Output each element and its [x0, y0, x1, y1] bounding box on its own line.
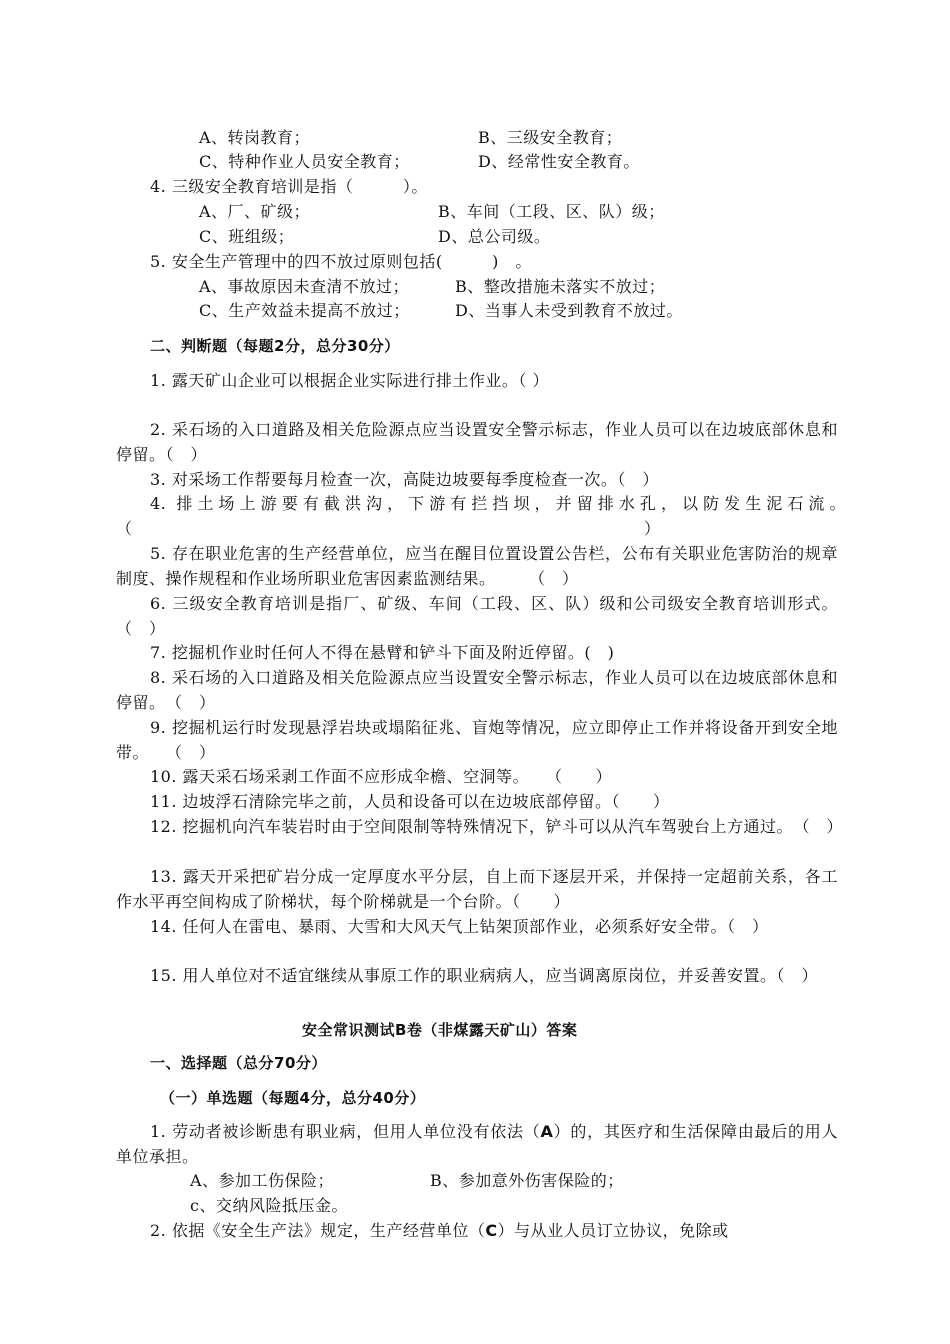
answer-q1-option-a: A、参加工伤保险； [190, 1171, 335, 1190]
judge-item-13: 13. 露天开采把矿岩分成一定厚度水平分层，自上而下逐层开采，并保持一定超前关系，各工作水平再空间构成了阶梯状，每个阶梯就是一个台阶。（ ） [116, 867, 838, 911]
answer-q1-choice: A [540, 1122, 554, 1141]
judge-item-4: 4. 排土场上游要有截洪沟，下游有拦挡坝，并留排水孔，以防发生泥石流。 （ ） [116, 494, 872, 538]
judge-item-11: 11. 边坡浮石清除完毕之前，人员和设备可以在边坡底部停留。（ ） [150, 792, 670, 811]
answer-q1-stem: 1. 劳动者被诊断患有职业病，但用人单位没有依法（A）的，其医疗和生活保障由最后的用人单位承担。 [116, 1122, 838, 1166]
judge-item-10: 10. 露天采石场采剥工作面不应形成伞檐、空洞等。 （ ） [150, 767, 613, 786]
answers-title: 安全常识测试B卷（非煤露天矿山）答案 [302, 1021, 578, 1039]
q4-option-d: D、总公司级。 [438, 227, 551, 246]
q5-option-a: A、事故原因未查清不放过； [199, 277, 410, 296]
judge-item-7: 7. 挖掘机作业时任何人不得在悬臂和铲斗下面及附近停留。( ) [150, 643, 615, 662]
q3-option-d: D、经常性安全教育。 [478, 152, 640, 171]
judge-item-1: 1. 露天矿山企业可以根据企业实际进行排土作业。（ ） [150, 371, 549, 390]
q5-stem: 5. 安全生产管理中的四不放过原则包括( ) 。 [150, 252, 532, 271]
answer-q1-option-b: B、参加意外伤害保险的； [430, 1171, 624, 1190]
judge-item-6: 6. 三级安全教育培训是指厂、矿级、车间（工段、区、队）级和公司级安全教育培训形式。（ ） [116, 594, 838, 638]
judge-item-14: 14. 任何人在雷电、暴雨、大雪和大风天气上钻架顶部作业，必须系好安全带。（ ） [150, 917, 769, 936]
q4-option-a: A、厂、矿级； [199, 202, 311, 221]
q3-option-c: C、特种作业人员安全教育； [199, 152, 410, 171]
judge-item-8: 8. 采石场的入口道路及相关危险源点应当设置安全警示标志，作业人员可以在边坡底部休息和停留。 （ ） [116, 668, 838, 712]
q5-option-b: B、整改措施未落实不放过； [455, 277, 666, 296]
judge-item-3: 3. 对采场工作帮要每月检查一次，高陡边坡要每季度检查一次。（ ） [150, 470, 659, 489]
q4-stem: 4. 三级安全教育培训是指（ ）。 [150, 177, 428, 196]
judge-item-5: 5. 存在职业危害的生产经营单位，应当在醒目位置设置公告栏，公布有关职业危害防治的规章制度、操作规程和作业场所职业危害因素监测结果。 （ ） [116, 544, 838, 588]
answers-section-1: 一、选择题（总分70分） [150, 1054, 327, 1072]
judge-section-heading: 二、判断题（每题2分，总分30分） [150, 337, 400, 355]
answers-section-1a: （一）单选题（每题4分，总分40分） [160, 1089, 426, 1107]
q3-option-b: B、三级安全教育； [478, 128, 623, 147]
q3-option-a: A、转岗教育； [199, 128, 311, 147]
judge-item-2: 2. 采石场的入口道路及相关危险源点应当设置安全警示标志，作业人员可以在边坡底部休息和停留。（ ） [116, 420, 838, 464]
q5-option-d: D、当事人未受到教育不放过。 [455, 301, 683, 320]
q5-option-c: C、生产效益未提高不放过； [199, 301, 410, 320]
answer-q2-stem: 2. 依据《安全生产法》规定，生产经营单位（C）与从业人员订立协议，免除或 [150, 1221, 729, 1240]
q4-option-c: C、班组级； [199, 227, 295, 246]
judge-item-12: 12. 挖掘机向汽车装岩时由于空间限制等特殊情况下，铲斗可以从汽车驾驶台上方通过。 （ ） [150, 817, 844, 836]
judge-item-9: 9. 挖掘机运行时发现悬浮岩块或塌陷征兆、盲炮等情况，应立即停止工作并将设备开到安全地带。 （ ） [116, 718, 838, 762]
answer-q2-choice: C [485, 1221, 498, 1240]
judge-item-15: 15. 用人单位对不适宜继续从事原工作的职业病病人，应当调离原岗位，并妥善安置。（ ） [150, 966, 819, 985]
answer-q1-option-c: c、交纳风险抵压金。 [190, 1196, 348, 1215]
q4-option-b: B、车间（工段、区、队）级； [438, 202, 665, 221]
